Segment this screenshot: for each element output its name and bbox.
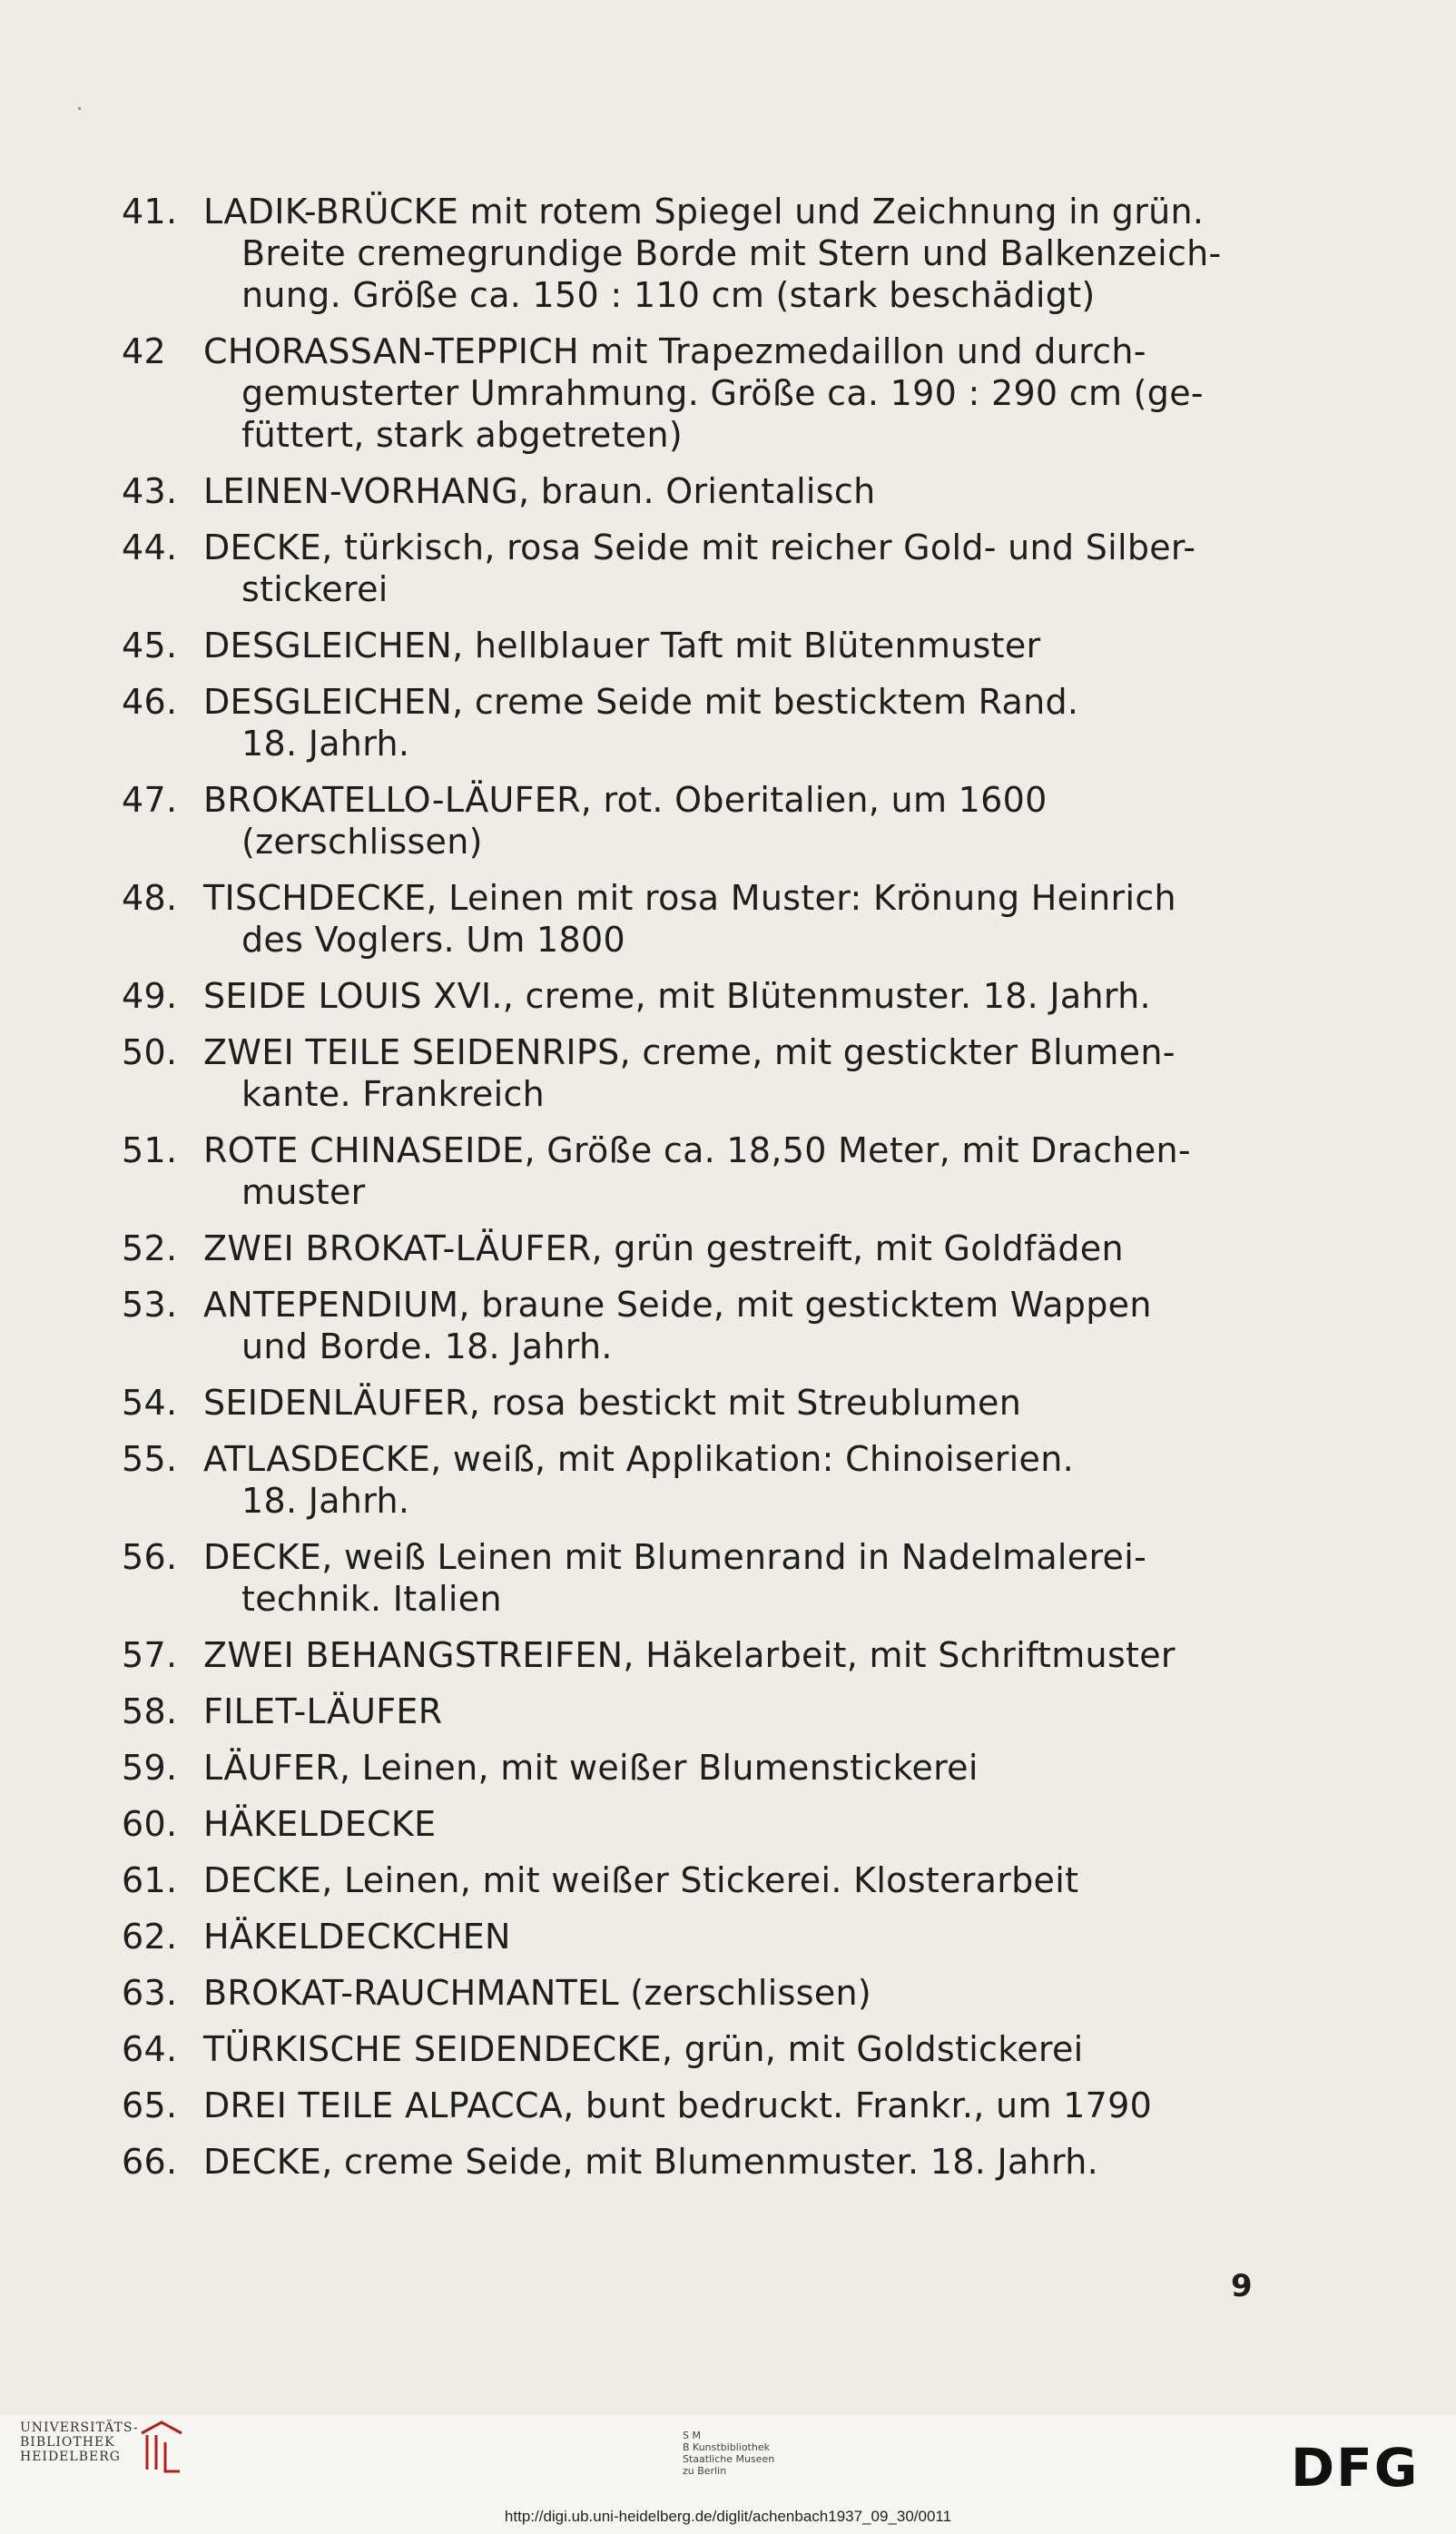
entry-line: DECKE, weiß Leinen mit Blumenrand in Nadelmalerei- [203,1537,1147,1577]
entry-text [194,1438,1267,1522]
entry-line: ZWEI BROKAT-LÄUFER, grün gestreift, mit Goldfäden [203,1228,1124,1268]
entry-number: 44. [122,528,178,567]
entry-text [194,2028,1267,2070]
entry-line: DECKE, Leinen, mit weißer Stickerei. Klosterarbeit [203,1860,1079,1900]
entry-line: gemusterter Umrahmung. Größe ca. 190 : 290 cm (ge- [241,373,1204,413]
catalog-entry [122,1228,1267,1269]
entry-text [194,975,1267,1017]
catalog-entry [122,330,1267,456]
entry-text [194,877,1267,961]
catalog-entry [122,1859,1267,1901]
entry-text [194,527,1267,610]
entry-number: 55. [122,1439,178,1479]
entry-text [194,1634,1267,1676]
entry-number: 50. [122,1032,178,1072]
catalog-entry [122,1129,1267,1213]
entry-text [194,1916,1267,1957]
page-number: 9 [1231,2268,1253,2304]
entry-line: BROKATELLO-LÄUFER, rot. Oberitalien, um 1600 [203,780,1048,820]
entry-text [194,2141,1267,2183]
entry-text [194,1284,1267,1367]
entry-line: ANTEPENDIUM, braune Seide, mit gesticktem Wappen [203,1285,1152,1325]
catalog-entry [122,975,1267,1017]
dfg-logo[interactable]: DFG [1291,2437,1420,2499]
catalog-entry [122,1031,1267,1115]
entry-number: 59. [122,1748,178,1788]
entry-number: 51. [122,1130,178,1170]
entry-line: (zerschlissen) [241,822,483,862]
uni-logo-line: BIBLIOTHEK [20,2435,115,2450]
entry-number: 49. [122,976,178,1016]
catalog-entry [122,1803,1267,1845]
entry-line: DECKE, türkisch, rosa Seide mit reicher Gold- und Silber- [203,528,1196,567]
entry-text [194,625,1267,666]
entry-line: stickerei [241,569,389,609]
entry-number: 56. [122,1537,178,1577]
entry-line: 18. Jahrh. [241,1481,410,1521]
university-emblem-icon [134,2415,189,2479]
entry-number: 45. [122,626,178,666]
entry-number: 53. [122,1285,178,1325]
entry-line: BROKAT-RAUCHMANTEL (zerschlissen) [203,1973,872,2013]
catalog-entry [122,2028,1267,2070]
entry-line: DECKE, creme Seide, mit Blumenmuster. 18. Jahrh. [203,2142,1098,2182]
catalog-entry [122,1536,1267,1620]
entry-text [194,1031,1267,1115]
catalog-entry [122,2141,1267,2183]
entry-number: 42 [122,331,166,371]
entry-line: TISCHDECKE, Leinen mit rosa Muster: Krönung Heinrich [203,878,1176,918]
entry-line: nung. Größe ca. 150 : 110 cm (stark beschädigt) [241,275,1096,315]
catalog-entry [122,1284,1267,1367]
entry-number: 58. [122,1691,178,1731]
entry-number: 61. [122,1860,178,1900]
entry-number: 41. [122,192,178,232]
entry-text [194,1859,1267,1901]
entry-line: SEIDENLÄUFER, rosa bestickt mit Streublumen [203,1383,1022,1423]
sm-line: zu Berlin [683,2465,727,2477]
entry-line: LEINEN-VORHANG, braun. Orientalisch [203,471,876,511]
catalog-entry [122,877,1267,961]
catalog-entry [122,2085,1267,2126]
catalog-entry [122,1382,1267,1424]
catalog-entry [122,1972,1267,2014]
source-url[interactable]: http://digi.ub.uni-heidelberg.de/diglit/achenbach1937_09_30/0011 [504,2508,952,2525]
entry-number: 62. [122,1917,178,1957]
catalog-entry [122,1916,1267,1957]
entry-text [194,470,1267,512]
entry-number: 52. [122,1228,178,1268]
entry-line: HÄKELDECKE [203,1804,437,1844]
catalog-entry [122,1747,1267,1789]
entry-number: 60. [122,1804,178,1844]
entry-line: ZWEI BEHANGSTREIFEN, Häkelarbeit, mit Schriftmuster [203,1635,1176,1675]
entry-text [194,330,1267,456]
entry-line: LADIK-BRÜCKE mit rotem Spiegel und Zeichnung in grün. [203,192,1205,232]
sm-line: B Kunstbibliothek [683,2441,770,2453]
entry-text [194,1382,1267,1424]
entry-line: und Borde. 18. Jahrh. [241,1326,613,1366]
entry-line: 18. Jahrh. [241,724,410,764]
entry-line: technik. Italien [241,1579,502,1619]
entry-line: LÄUFER, Leinen, mit weißer Blumenstickerei [203,1748,979,1788]
entry-number: 66. [122,2142,178,2182]
entry-text [194,681,1267,764]
entry-text [194,1129,1267,1213]
entry-number: 57. [122,1635,178,1675]
entry-line: ZWEI TEILE SEIDENRIPS, creme, mit gestickter Blumen- [203,1032,1176,1072]
entry-number: 54. [122,1383,178,1423]
catalog-entry [122,1634,1267,1676]
entry-number: 48. [122,878,178,918]
entry-text [194,1691,1267,1732]
catalog-entry [122,1438,1267,1522]
entry-line: DESGLEICHEN, creme Seide mit besticktem Rand. [203,682,1079,722]
sm-line: Staatliche Museen [683,2453,775,2465]
entry-line: CHORASSAN-TEPPICH mit Trapezmedaillon und durch- [203,331,1146,371]
catalog-entry [122,191,1267,316]
entry-line: Breite cremegrundige Borde mit Stern und Balkenzeich- [241,233,1222,273]
entry-number: 46. [122,682,178,722]
entry-number: 47. [122,780,178,820]
uni-logo-line: UNIVERSITÄTS- [20,2421,139,2435]
uni-logo-line: HEIDELBERG [20,2450,121,2464]
entry-line: ROTE CHINASEIDE, Größe ca. 18,50 Meter, mit Drachen- [203,1130,1191,1170]
kunstbibliothek-mark [683,2430,774,2477]
entry-line: DREI TEILE ALPACCA, bunt bedruckt. Frankr., um 1790 [203,2085,1153,2125]
scan-mark [78,107,81,110]
catalog-entry [122,779,1267,863]
entry-number: 65. [122,2085,178,2125]
entry-number: 63. [122,1973,178,2013]
entry-text [194,1536,1267,1620]
entry-line: muster [241,1172,366,1212]
entry-text [194,191,1267,316]
entry-number: 43. [122,471,178,511]
entry-line: füttert, stark abgetreten) [241,415,683,455]
entry-number: 64. [122,2029,178,2069]
entry-text [194,2085,1267,2126]
catalog-entry [122,470,1267,512]
entry-text [194,1228,1267,1269]
entry-line: des Voglers. Um 1800 [241,920,625,960]
entry-line: ATLASDECKE, weiß, mit Applikation: Chinoiserien. [203,1439,1074,1479]
entry-text [194,1747,1267,1789]
catalog-entry [122,625,1267,666]
sm-line: S M [683,2430,701,2441]
entry-line: TÜRKISCHE SEIDENDECKE, grün, mit Goldstickerei [203,2029,1084,2069]
entry-line: FILET-LÄUFER [203,1691,443,1731]
entry-text [194,779,1267,863]
entry-text [194,1803,1267,1845]
entry-line: kante. Frankreich [241,1074,546,1114]
entry-text [194,1972,1267,2014]
catalog-entry-list [122,191,1267,2197]
entry-line: SEIDE LOUIS XVI., creme, mit Blütenmuster. 18. Jahrh. [203,976,1151,1016]
catalog-entry [122,681,1267,764]
catalog-entry [122,1691,1267,1732]
entry-line: HÄKELDECKCHEN [203,1917,511,1957]
university-library-logo[interactable] [20,2421,139,2464]
entry-line: DESGLEICHEN, hellblauer Taft mit Blütenmuster [203,626,1041,666]
catalog-entry [122,527,1267,610]
